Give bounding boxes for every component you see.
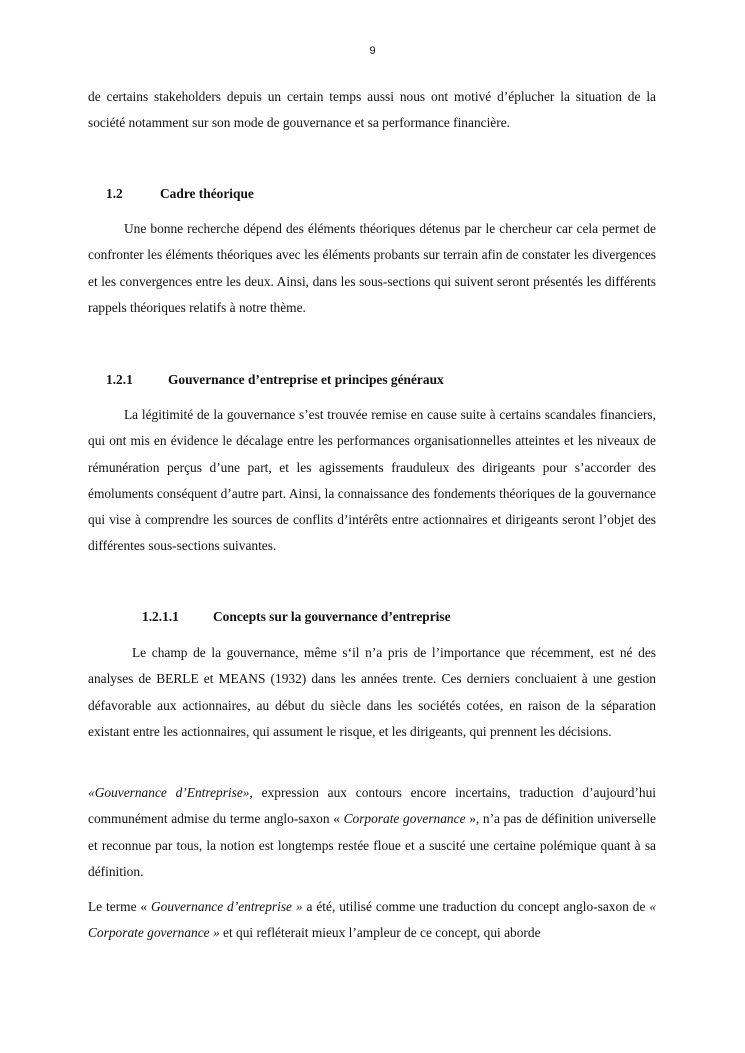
page-number: 9 — [369, 45, 376, 57]
heading-title: Gouvernance d’entreprise et principes généraux — [168, 372, 444, 387]
paragraph-intro: de certains stakeholders depuis un certain temps aussi nous ont motivé d’éplucher la situation de la société notamment sur son mode de gouvernance et sa performance financière. — [88, 89, 656, 131]
italic-term: Corporate governance — [343, 811, 466, 827]
heading-number: 1.2 — [106, 186, 123, 201]
heading-1-2-1 — [106, 372, 444, 388]
paragraph-legitimite: La légitimité de la gouvernance s’est trouvée remise en cause suite à certains scandales financiers, qui ont mis en évidence le décalage entre les performances organisationnelles atteintes et les niveaux de rémunération perçus d’une part, et les agissements frauduleux des dirigeants pour s’accorder des émoluments conséquent d’autre part. Ainsi, la connaissance des fondements théoriques de la gouvernance qui vise à comprendre les sources de conflits d’intérêts entre actionnaires et dirigeants seront l’objet des différentes sous-sections suivantes. — [88, 407, 656, 554]
heading-number: 1.2.1 — [106, 372, 133, 387]
heading-1-2-1-1 — [142, 609, 451, 625]
heading-number: 1.2.1.1 — [142, 609, 179, 624]
heading-1-2 — [106, 186, 254, 202]
text-run: Le terme « — [88, 899, 152, 914]
text-run: », n’a pas de définition universelle et reconnue par tous, la notion est longtemps restée floue et a suscité une certaine polémique quant à sa définition. — [88, 811, 656, 879]
paragraph-champ-gouvernance: Le champ de la gouvernance, même s‘il n’a pris de l’importance que récemment, est né des analyses de BERLE et MEANS (1932) dans les années trente. Ces derniers concluaient à une gestion défavorable aux actionnaires, au début du siècle dans les sociétés cotées, en raison de la séparation existant entre les actionnaires, qui assument le risque, et les dirigeants, qui prennent les décisions. — [88, 645, 656, 739]
paragraph-terme — [88, 894, 656, 947]
text-run: et qui refléterait mieux l’ampleur de ce concept, qui aborde — [219, 925, 541, 941]
paragraph-expression — [88, 780, 656, 885]
heading-title: Concepts sur la gouvernance d’entreprise — [213, 609, 451, 624]
text-run: a été, utilisé comme une traduction du concept anglo-saxon de — [302, 899, 650, 914]
italic-term: «Gouvernance d’Entreprise», — [88, 785, 253, 800]
italic-term: « Corporate governance » — [88, 899, 657, 941]
heading-title: Cadre théorique — [160, 186, 254, 201]
text-run: expression aux contours encore incertains, traduction d’aujourd’hui communément admise du terme anglo-saxon « — [88, 785, 657, 827]
paragraph-cadre-theorique: Une bonne recherche dépend des éléments théoriques détenus par le chercheur car cela permet de confronter les éléments théoriques avec les éléments probants sur terrain afin de constater les divergences et les convergences entre les deux. Ainsi, dans les sous-sections qui suivent seront présentés les différents rappels théoriques relatifs à notre thème. — [88, 221, 656, 315]
italic-term: Gouvernance d’entreprise » — [151, 899, 303, 914]
